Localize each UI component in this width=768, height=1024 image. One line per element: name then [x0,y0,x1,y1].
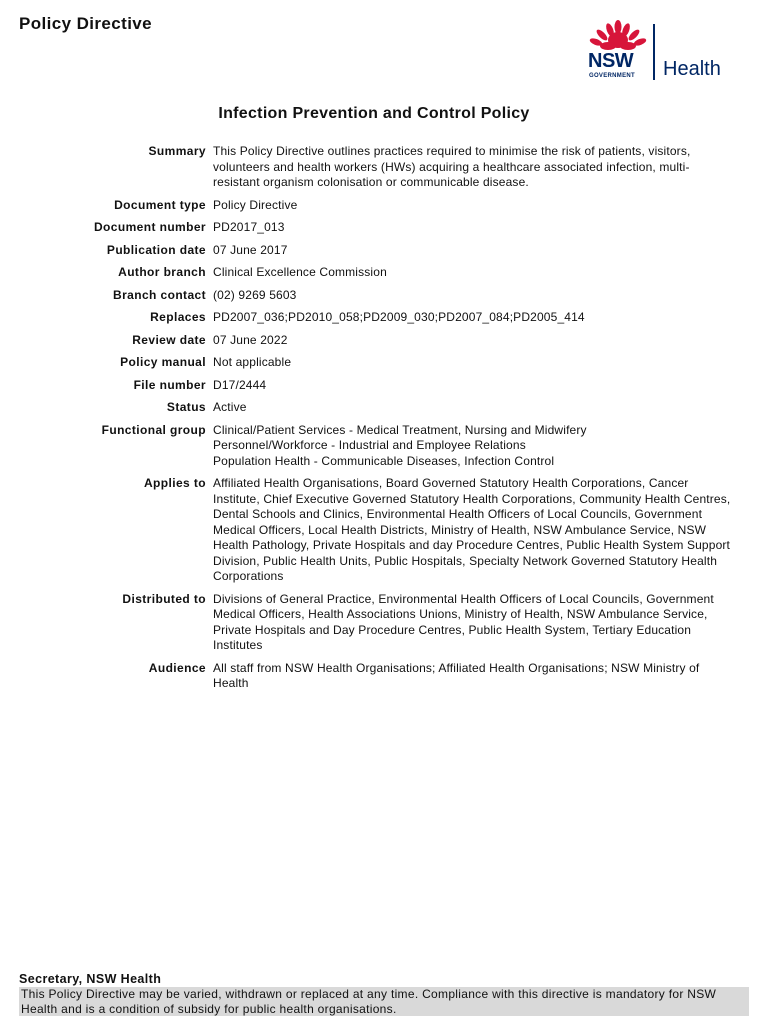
metadata-value [213,400,735,416]
metadata-label: Distributed to [122,591,206,606]
metadata-value [213,592,735,654]
metadata-value-line: Not applicable [213,355,292,369]
nsw-health-logo [586,20,736,84]
metadata-row [0,198,748,214]
footer [19,971,749,1016]
metadata-value-line: D17/2444 [213,377,267,392]
footer-note: This Policy Directive may be varied, withdrawn or replaced at any time. Compliance with this directive is mandatory for NSW Health and is a condition of subsidy for public health organisations. [19,987,749,1016]
metadata-row [0,592,748,654]
metadata-value [213,310,735,326]
metadata-value-line: Affiliated Health Organisations, Board Governed Statutory Health Corporations, Cancer Institute, Chief Executive Governed Statutory Health Corporations, Community Health Centres, Dental Schools and Clinics, Environmental Health Officers of Local Councils, Government Medical Officers, Local Health Districts, Ministry of Health, NSW Ambulance Service, NSW Health Pathology, Private Hospitals and day Procedure Centres, Public Health System Support Division, Public Health Units, Public Hospitals, Specialty Network Governed Statutory Health Corporations [213,476,731,583]
metadata-row [0,243,748,259]
metadata-label: Document number [93,220,206,234]
metadata-label: Branch contact [113,287,206,302]
metadata-label: Document type [114,197,206,212]
metadata-value [213,423,735,470]
metadata-row [0,220,748,236]
metadata-label: Review date [132,332,206,347]
logo-divider [653,24,655,80]
metadata-value [213,243,735,259]
metadata-value [213,198,735,214]
metadata-row [0,423,748,470]
page-header-title: Policy Directive [19,14,153,33]
metadata-value-line: 07 June 2022 [213,332,288,347]
metadata-value [213,661,735,692]
document-title: Infection Prevention and Control Policy [218,105,530,122]
metadata-value-line: Clinical Excellence Commission [213,265,387,279]
footer-title: Secretary, NSW Health [19,972,162,986]
metadata-value [213,265,735,281]
metadata-row [0,476,748,585]
metadata-value [213,144,735,191]
metadata-row [0,288,748,304]
metadata-value-line: All staff from NSW Health Organisations; Affiliated Health Organisations; NSW Ministry of Health [213,660,700,690]
metadata-value-line: Policy Directive [213,197,298,212]
metadata-value-line: Clinical/Patient Services - Medical Treatment, Nursing and Midwifery [213,422,587,437]
metadata-row [0,265,748,281]
metadata-row [0,144,748,191]
metadata-value-line: Population Health - Communicable Diseases, Infection Control [213,453,555,468]
metadata-value-line: Active [213,400,247,414]
metadata-value [213,355,735,371]
logo-nsw-text: NSW [588,50,634,72]
metadata-label: Functional group [101,422,206,437]
metadata-value [213,220,735,236]
metadata-value [213,378,735,394]
metadata-label: Author branch [118,265,206,279]
metadata-value-line: Divisions of General Practice, Environmental Health Officers of Local Councils, Government Medical Officers, Health Associations Unions, Ministry of Health, NSW Ambulance Service, Private Hospitals and Day Procedure Centres, Public Health System, Tertiary Education Institutes [213,591,714,652]
metadata-value-line: 07 June 2017 [213,242,288,257]
metadata-value-line: This Policy Directive outlines practices required to minimise the risk of patients, visitors, volunteers and health workers (HWs) acquiring a healthcare associated infection, multi-resistant organism colonisation or communicable disease. [213,144,691,189]
metadata-value-line: (02) 9269 5603 [213,287,297,302]
metadata-label: Summary [148,144,206,158]
metadata-label: Publication date [106,242,206,257]
metadata-row [0,333,748,349]
waratah-flower-icon [588,20,648,52]
metadata-label: Policy manual [120,355,206,369]
logo-government-text: GOVERNMENT [589,73,636,79]
metadata-value [213,288,735,304]
metadata-value [213,333,735,349]
metadata-value-line: PD2007_036;PD2010_058;PD2009_030;PD2007_084;PD2005_414 [213,310,585,324]
metadata-row [0,355,748,371]
metadata-row [0,661,748,692]
metadata-label: Status [166,400,206,414]
document-metadata-table [0,144,748,699]
metadata-row [0,378,748,394]
metadata-row [0,400,748,416]
metadata-value-line: PD2017_013 [213,220,285,234]
logo-health-text: Health [663,58,721,80]
metadata-value-line: Personnel/Workforce - Industrial and Employee Relations [213,438,526,452]
metadata-row [0,310,748,326]
metadata-label: Replaces [150,310,206,324]
metadata-label: Applies to [143,476,206,490]
metadata-label: File number [133,377,206,392]
metadata-value [213,476,735,585]
metadata-label: Audience [148,660,206,675]
